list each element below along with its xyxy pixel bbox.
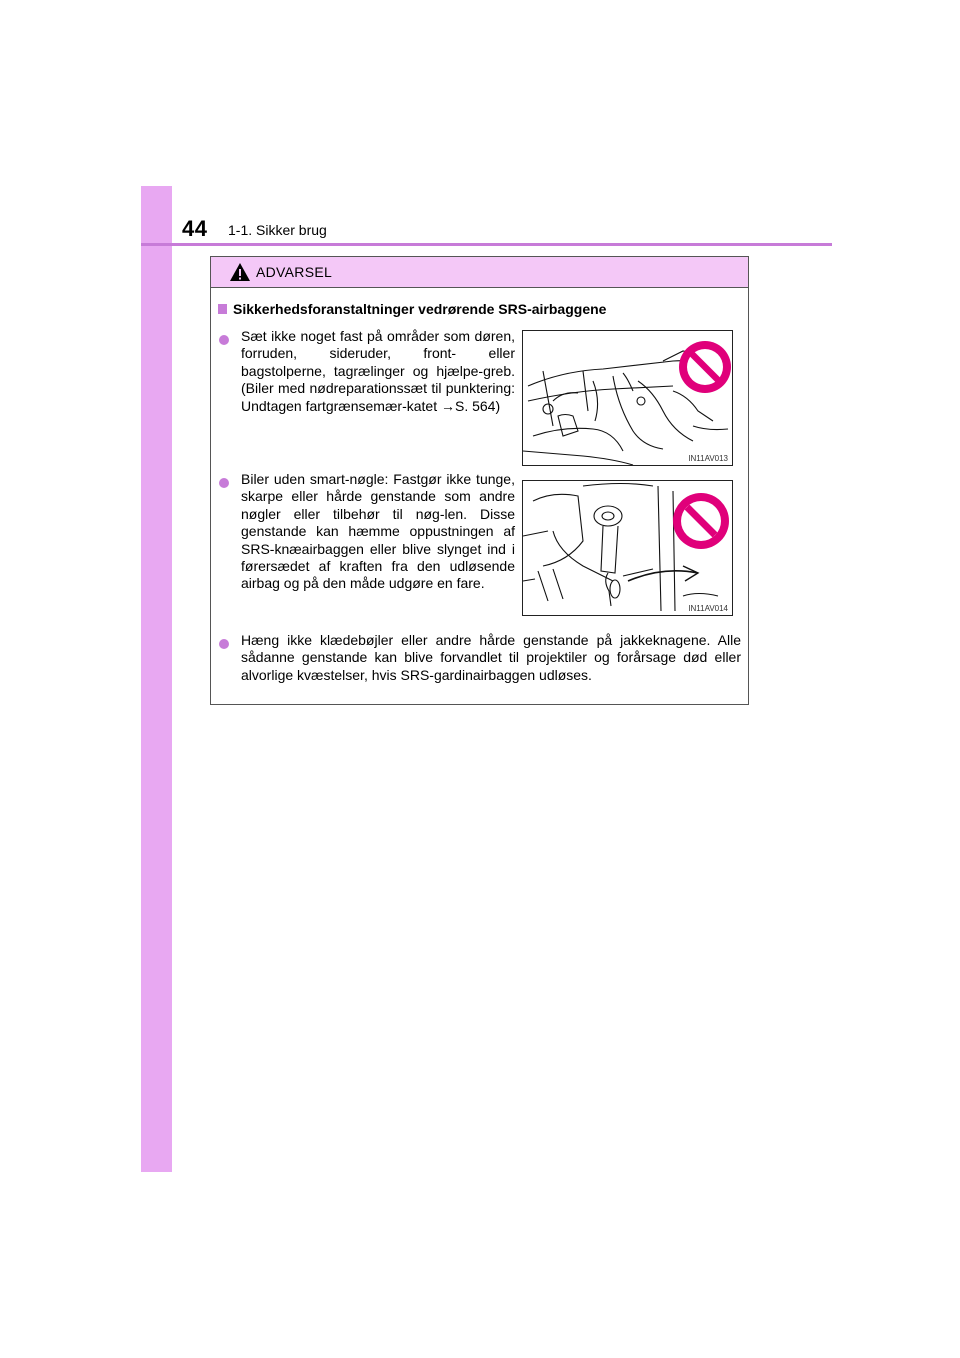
header-rule [141,243,832,246]
warning-item-2: Biler uden smart-nøgle: Fastgør ikke tunge, skarpe eller hårde genstande som andre nøgler eller tilbehør til nøg-len. Disse genstande kan hæmme oppustningen af SRS-knæairbaggen eller blive slynget ind i førersædet af kraften fra den udløsende airbag og på den måde udgøre en fare. [241,471,515,592]
bullet-dot-icon [219,335,229,345]
warning-header [211,257,748,288]
chapter-side-tab [141,186,172,1172]
bullet-dot-icon [219,478,229,488]
warning-label: ADVARSEL [256,264,333,280]
warning-box [210,256,749,705]
interior-pillars-drawing [523,331,732,465]
key-ignition-drawing [523,481,732,615]
warning-heading-text: Sikkerhedsforanstaltninger vedrørende SRS-airbaggene [233,301,607,317]
warning-subheading [218,301,606,317]
section-title: 1-1. Sikker brug [228,222,327,238]
illustration-key-ignition [522,480,733,616]
warning-item-1: Sæt ikke noget fast på områder som døren, forruden, sideruder, front- eller bagstolperne, tagrælinger og hjælpe-greb. (Biler med nødreparationssæt til punktering: Undtagen fartgrænsemær-katet →S. 564) [241,328,515,414]
page-number: 44 [182,216,208,241]
warning-triangle-icon [229,262,251,282]
bullet-dot-icon [219,639,229,649]
square-bullet-icon [218,304,227,314]
illustration-code: IN11AV014 [688,604,728,613]
warning-item-3: Hæng ikke klædebøjler eller andre hårde genstande på jakkeknagene. Alle sådanne genstande kan blive forvandlet til projektiler og forårsage død eller alvorlige kvæstelser, hvis SRS-gardinairbaggen udløses. [241,632,741,683]
illustration-interior-pillars [522,330,733,466]
illustration-code: IN11AV013 [688,454,728,463]
